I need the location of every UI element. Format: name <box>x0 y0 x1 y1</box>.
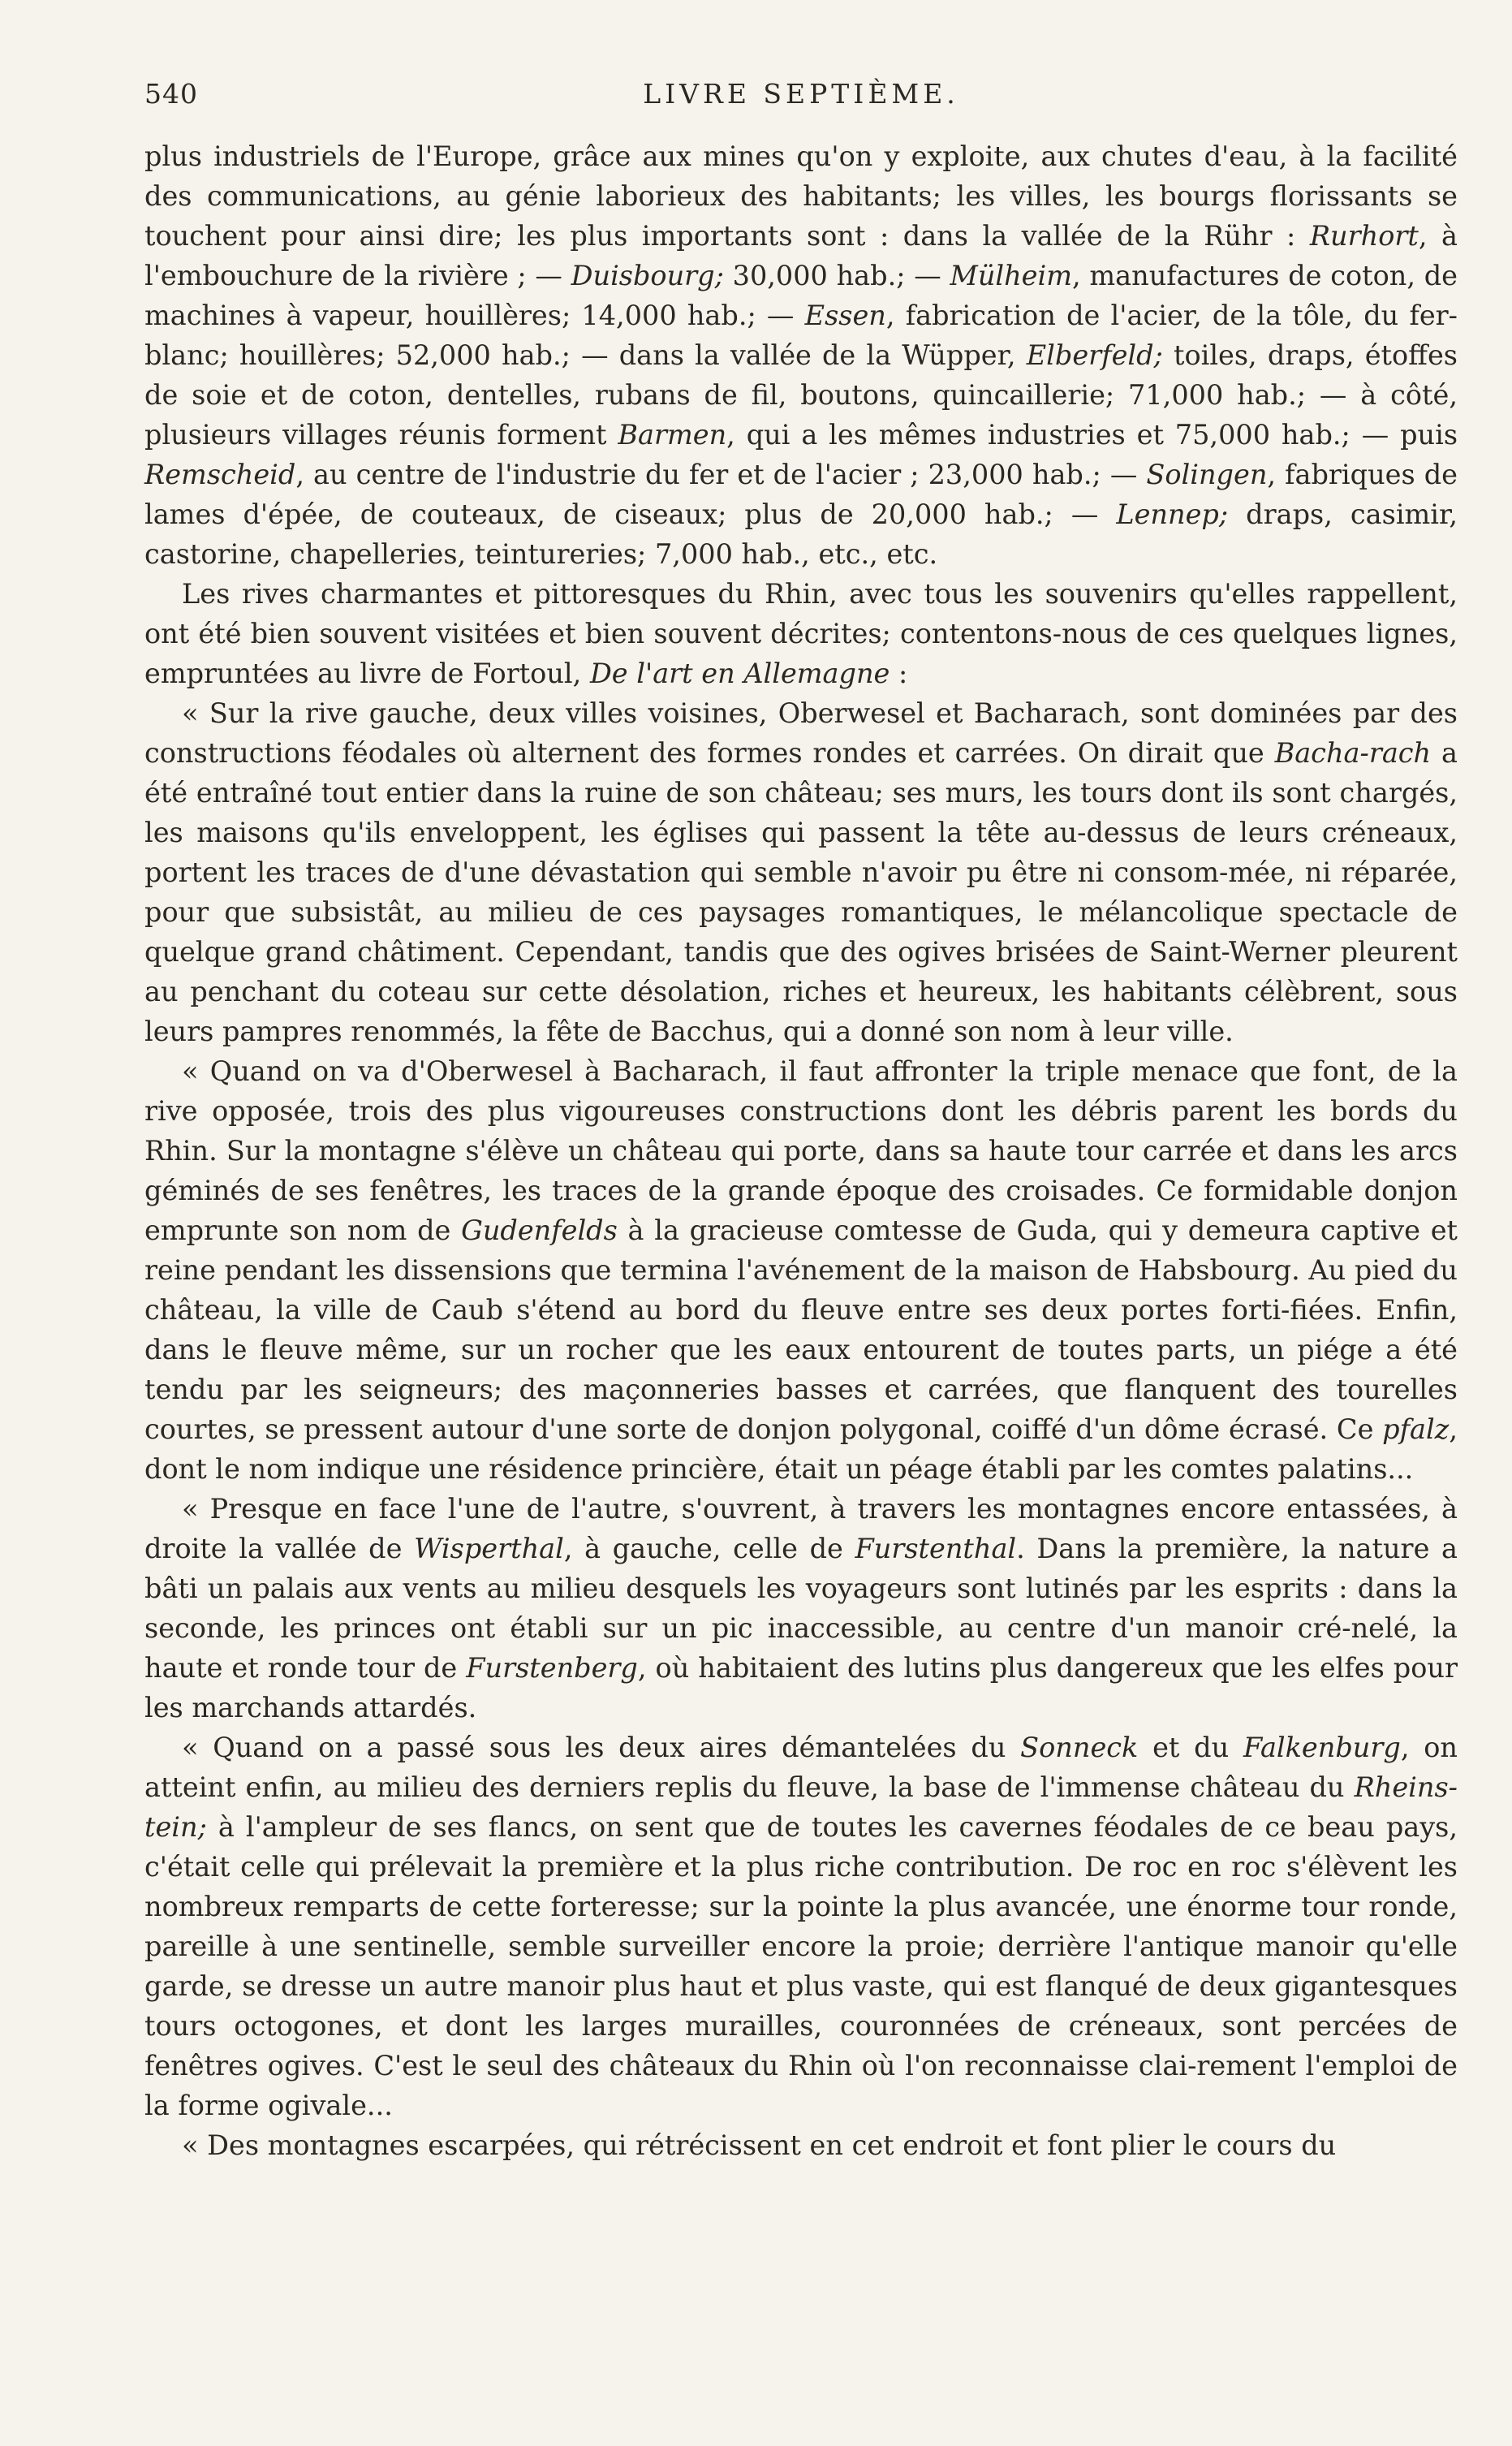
italic-name: Falkenburg <box>1243 1732 1401 1763</box>
paragraph <box>144 1728 1458 2125</box>
text-run: « Presque en face l'une de l'autre, s'ouvrent, à travers les montagnes encore entassées, à droite la vallée de <box>144 1493 1458 1564</box>
paragraph <box>144 693 1458 1051</box>
text-run: , où habitaient des lutins plus dangereux que les elfes pour les marchands attardés. <box>144 1652 1458 1723</box>
text-run: , fabrication de l'acier, de la tôle, du fer-blanc; houillères; 52,000 hab.; — dans la vallée de la Wüpper, <box>144 300 1458 371</box>
italic-name: Barmen <box>618 419 727 451</box>
italic-name: pfalz <box>1382 1413 1450 1445</box>
text-run: draps, casimir, castorine, chapelleries, teintureries; 7,000 hab., etc., etc. <box>144 498 1458 570</box>
text-run: « Quand on a passé sous les deux aires démantelées du <box>182 1732 1021 1763</box>
paragraph <box>144 1051 1458 1489</box>
paragraph <box>144 574 1458 693</box>
text-run: : <box>890 658 908 689</box>
italic-name: Elberfeld; <box>1026 339 1163 371</box>
text-run: à la gracieuse comtesse de Guda, qui y demeura captive et reine pendant les dissensions que termina l'avénement de la maison de Habsbourg. Au pied du château, la ville de Caub s'étend au bord du fleuve entre ses deux portes forti-fiées. Enfin, dans le fleuve même, sur un rocher que les eaux entourent de toutes parts, un piége a été tendu par les seigneurs; des maçonneries basses et carrées, que flanquent des tourelles courtes, se pressent autour d'une sorte de donjon polygonal, coiffé d'un dôme écrasé. Ce <box>144 1214 1458 1445</box>
italic-name: Gudenfelds <box>461 1214 618 1246</box>
text-run: à l'ampleur de ses flancs, on sent que de toutes les cavernes féodales de ce beau pays, c'était celle qui prélevait la première et la plus riche contribution. De roc en roc s'élèvent les nombreux remparts de cette forteresse; sur la pointe la plus avancée, une énorme tour ronde, pareille à une sentinelle, semble surveiller encore la proie; derrière l'antique manoir qu'elle garde, se dresse un autre manoir plus haut et plus vaste, qui est flanqué de deux gigantesques tours octogones, et dont les larges murailles, couronnées de créneaux, sont percées de fenêtres ogives. C'est le seul des châteaux du Rhin où l'on reconnaisse clai-rement l'emploi de la forme ogivale... <box>144 1811 1458 2121</box>
italic-name: Furstenberg <box>466 1652 638 1684</box>
text-run: , qui a les mêmes industries et 75,000 hab.; — puis <box>726 419 1458 451</box>
text-run: , à l'embouchure de la rivière ; — <box>144 220 1458 291</box>
text-run: 30,000 hab.; — <box>723 260 950 291</box>
italic-name: Sonneck <box>1020 1732 1139 1763</box>
text-run: Les rives charmantes et pittoresques du Rhin, avec tous les souvenirs qu'elles rappellent, ont été bien souvent visitées et bien souvent décrites; contentons-nous de ces quelques lignes, empruntées au livre de Fortoul, <box>144 578 1458 689</box>
text-run: a été entraîné tout entier dans la ruine de son château; ses murs, les tours dont ils sont chargés, les maisons qu'ils enveloppent, les églises qui passent la tête au-dessus de leurs créneaux, portent les traces de d'une dévastation qui semble n'avoir pu être ni consom-mée, ni réparée, pour que subsistât, au milieu de ces paysages romantiques, le mélancolique spectacle de quelque grand châtiment. Cependant, tandis que des ogives brisées de Saint-Werner pleurent au penchant du coteau sur cette désolation, riches et heureux, les habitants célèbrent, sous leurs pampres renommés, la fête de Bacchus, qui a donné son nom à leur ville. <box>144 737 1458 1047</box>
text-run: « Sur la rive gauche, deux villes voisines, Oberwesel et Bacharach, sont dominées par des constructions féodales où alternent des formes rondes et carrées. On dirait que <box>144 697 1458 769</box>
italic-name: Solingen <box>1146 459 1268 490</box>
running-title: LIVRE SEPTIÈME. <box>643 78 959 110</box>
text-run: , fabriques de lames d'épée, de couteaux, de ciseaux; plus de 20,000 hab.; — <box>144 459 1458 530</box>
italic-name: Furstenthal <box>855 1533 1017 1564</box>
italic-name: Bacha-rach <box>1274 737 1432 769</box>
paragraph <box>144 2125 1458 2165</box>
text-run: « Des montagnes escarpées, qui rétrécissent en cet endroit et font plier le cours du <box>182 2129 1337 2161</box>
text-run: , au centre de l'industrie du fer et de l'acier ; 23,000 hab.; — <box>295 459 1147 490</box>
italic-name: Remscheid <box>144 459 296 490</box>
text-run: et du <box>1138 1732 1243 1763</box>
italic-name: Rurhort <box>1309 220 1419 252</box>
text-run: toiles, draps, étoffes de soie et de coton, dentelles, rubans de fil, boutons, quincaillerie; 71,000 hab.; — à côté, plusieurs villages réunis forment <box>144 339 1458 451</box>
text-run: . Dans la première, la nature a bâti un palais aux vents au milieu desquels les voyageurs sont lutinés par les esprits : dans la seconde, les princes ont établi sur un pic inaccessible, au centre d'un manoir cré-nelé, la haute et ronde tour de <box>144 1533 1458 1684</box>
italic-name: Essen <box>804 300 886 331</box>
italic-name: Rheins-tein; <box>144 1771 1458 1843</box>
text-run: , on atteint enfin, au milieu des derniers replis du fleuve, la base de l'immense château du <box>144 1732 1458 1803</box>
body-text <box>144 136 1458 2165</box>
text-run: « Quand on va d'Oberwesel à Bacharach, il faut affronter la triple menace que font, de la rive opposée, trois des plus vigoureuses constructions dont les débris parent les bords du Rhin. Sur la montagne s'élève un château qui porte, dans sa haute tour carrée et dans les arcs géminés de ses fenêtres, les traces de la grande époque des croisades. Ce formidable donjon emprunte son nom de <box>144 1055 1458 1246</box>
paragraph <box>144 136 1458 574</box>
text-run: plus industriels de l'Europe, grâce aux mines qu'on y exploite, aux chutes d'eau, à la facilité des communications, au génie laborieux des habitants; les villes, les bourgs florissants se touchent pour ainsi dire; les plus importants sont : dans la vallée de la Rühr : <box>144 140 1458 252</box>
paragraph <box>144 1489 1458 1728</box>
italic-name: Mülheim <box>950 260 1072 291</box>
text-run: , manufactures de coton, de machines à vapeur, houillères; 14,000 hab.; — <box>144 260 1458 331</box>
text-run: , dont le nom indique une résidence princière, était un péage établi par les comtes palatins... <box>144 1413 1458 1485</box>
text-run: , à gauche, celle de <box>563 1533 855 1564</box>
page-header <box>144 78 1458 119</box>
page-number: 540 <box>144 78 198 110</box>
italic-name: Wisperthal <box>414 1533 564 1564</box>
italic-name: Duisbourg; <box>571 260 724 291</box>
italic-name: De l'art en Allemagne <box>589 658 890 689</box>
italic-name: Lennep; <box>1116 498 1229 530</box>
